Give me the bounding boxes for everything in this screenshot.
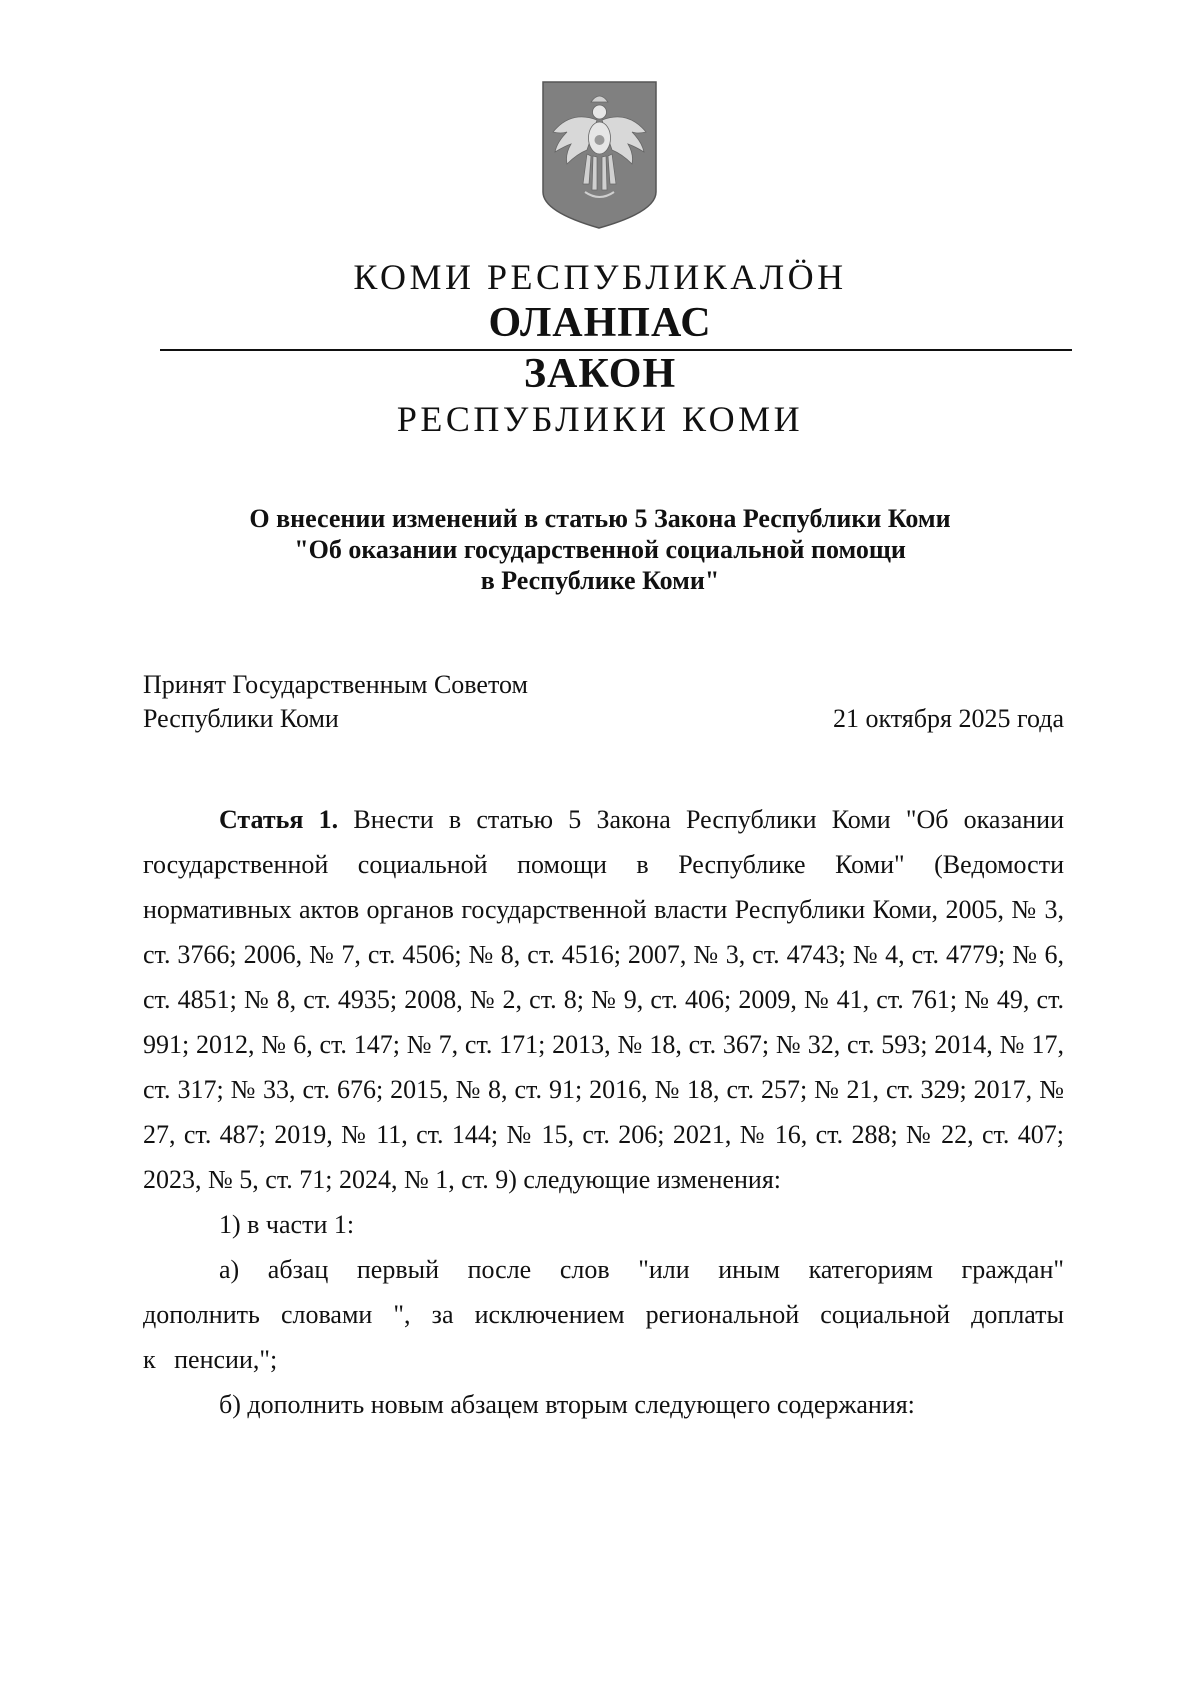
article-1-item-1: 1) в части 1: (219, 1210, 355, 1239)
coat-of-arms-emblem (541, 80, 658, 230)
adoption-block (143, 668, 1064, 736)
adopted-by-line: Принят Государственным Советом (143, 670, 528, 699)
article-1-item-a: а) абзац первый после слов "или иным категориям граждан" дополнить словами ", за исключением региональной социальной доплаты к пенсии,"; (143, 1255, 1064, 1374)
law-title-line: О внесении изменений в статью 5 Закона Республики Коми (249, 504, 951, 533)
header-komi-republic: КОМИ РЕСПУБЛИКАЛÖН (353, 257, 847, 297)
adopted-by-line: Республики Коми (143, 704, 339, 733)
article-1-paragraph (143, 797, 1064, 1202)
law-body (143, 797, 1064, 1427)
law-title-line: "Об оказании государственной социальной помощи (294, 535, 906, 564)
law-title-line: в Республике Коми" (480, 566, 720, 595)
law-title (150, 503, 1050, 596)
header-law-russian: ЗАКОН (523, 351, 677, 397)
header-republic-russian: РЕСПУБЛИКИ КОМИ (396, 399, 804, 439)
header-law-komi: ОЛАНПАС (488, 300, 712, 346)
article-1-text: Внести в статью 5 Закона Республики Коми "Об оказании государственной социальной помощи в Республике Коми" (Ведомости нормативных актов органов государственной власти Республики Коми, 2005, № 3, ст. 3766; 2006, № 7, ст. 4506; № 8, ст. 4516; 2007, № 3, ст. 4743; № 4, ст. 4779; № 6, ст. 4851; № 8, ст. 4935; 2008, № 2, ст. 8; № 9, ст. 406; 2009, № 41, ст. 761; № 49, ст. 991; 2012, № 6, ст. 147; № 7, ст. 171; 2013, № 18, ст. 367; № 32, ст. 593; 2014, № 17, ст. 317; № 33, ст. 676; 2015, № 8, ст. 91; 2016, № 18, ст. 257; № 21, ст. 329; 2017, № 27, ст. 487; 2019, № 11, ст. 144; № 15, ст. 206; 2021, № 16, ст. 288; № 22, ст. 407; 2023, № 5, ст. 71; 2024, № 1, ст. 9) следующие изменения: (143, 805, 1064, 1194)
adoption-date: 21 октября 2025 года (833, 704, 1064, 733)
article-1-item-b: б) дополнить новым абзацем вторым следующего содержания: (219, 1390, 915, 1419)
article-1-heading: Статья 1. (219, 805, 339, 834)
